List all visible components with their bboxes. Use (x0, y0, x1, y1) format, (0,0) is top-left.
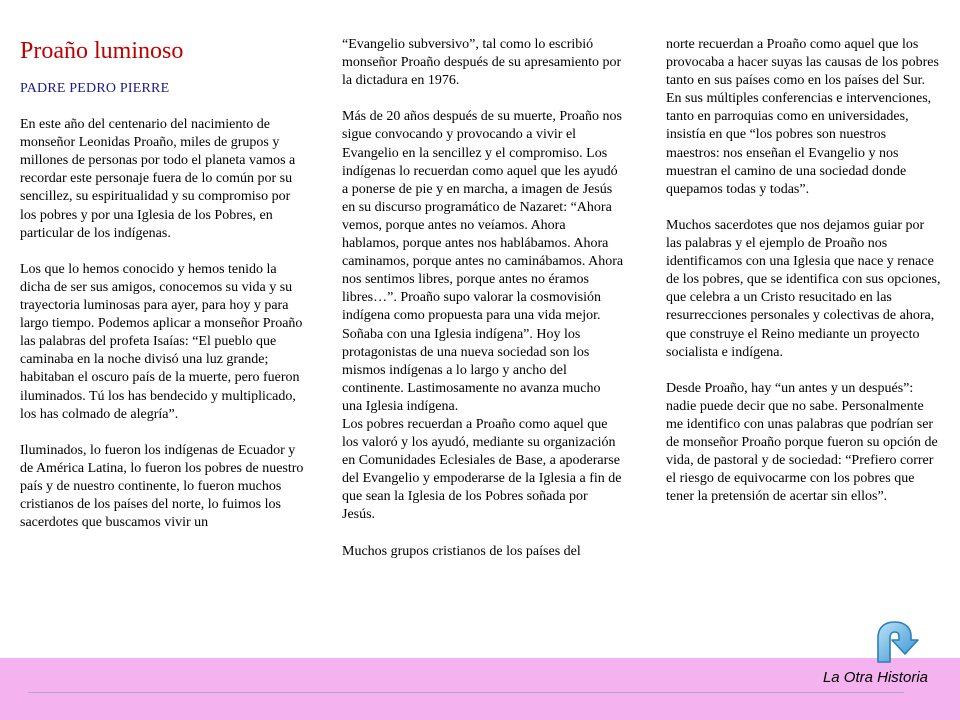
return-button[interactable] (868, 618, 924, 666)
article-paragraph: norte recuerdan a Proaño como aquel que los provocaba a hacer suyas las causas de los pobres tanto en sus países como en los países del Sur. En sus múltiples conferencias e intervenciones, tanto en parroquias como en universidades, insistía en que “los pobres son nuestros maestros: nos enseñan el Evangelio y nos muestran el camino de una sociedad donde quepamos todas y todas”. (666, 37, 939, 197)
article-paragraph: Más de 20 años después de su muerte, Proaño nos sigue convocando y provocando a vivir el Evangelio en la sencillez y el compromiso. Los indígenas lo recuerdan como aquel que les ayudó a ponerse de pie y en marcha, a imagen de Jesús en su discurso programático de Nazaret: “Ahora vemos, porque antes no veíamos. Ahora hablamos, porque antes nos hablábamos. Ahora caminamos, porque antes no caminábamos. Ahora nos sentimos libres, porque antes no éramos libres…”. Proaño supo valorar la cosmovisión indígena como propuesta para una vida mejor. Soñaba con una Iglesia indígena”. Hoy los protagonistas de una nueva sociedad son los mismos indígenas a lo largo y ancho del continente. Lastimosamente no avanza mucho una Iglesia indígena. (342, 109, 624, 414)
u-turn-return-arrow-icon (868, 618, 924, 666)
article-paragraph: Desde Proaño, hay “un antes y un después”: nadie puede decir que no sabe. Personalmente me identifico con unas palabras que podrían ser de monseñor Proaño porque fueron su opción de vida, de pastoral y de sociedad: “Prefiero correr el riesgo de equivocarme con los pobres que tener la pretensión de acertar sin ellos”. (666, 380, 938, 505)
article-column-3 (666, 36, 941, 525)
article-paragraph: “Evangelio subversivo”, tal como lo escribió monseñor Proaño después de su apresamiento por la dictadura en 1976. (342, 37, 622, 89)
article-column-1 (20, 36, 305, 550)
article-paragraph: En este año del centenario del nacimiento de monseñor Leonidas Proaño, miles de grupos y millones de personas por todo el planeta vamos a recordar este personaje fuera de lo común por su sencillez, su espiritualidad y su compromiso por los pobres y por una Iglesia de los Pobres, en particular de los indígenas. (20, 117, 296, 241)
article-paragraph: Muchos sacerdotes que nos dejamos guiar por las palabras y el ejemplo de Proaño nos identificamos con una Iglesia que nace y renace de los pobres, que se identifica con sus opciones, que celebra a un Cristo resucitado en las resurrecciones personales y colectivas de ahora, que construye el Reino mediante un proyecto socialista e indígena. (666, 217, 941, 360)
article-paragraph: Muchos grupos cristianos de los países del (342, 543, 581, 559)
article-paragraph: Los que lo hemos conocido y hemos tenido la dicha de ser sus amigos, conocemos su vida y su trayectoria luminosas para ayer, para hoy y para largo tiempo. Podemos aplicar a monseñor Proaño las palabras del profeta Isaías: “El pueblo que caminaba en la noche divisó una luz grande; habitaban el oscuro país de la muerte, pero fueron iluminados. Tú los has bendecido y multiplicado, los has colmado de alegría”. (20, 261, 303, 422)
article-column-2 (342, 36, 624, 579)
article-paragraph: Iluminados, lo fueron los indígenas de Ecuador y de América Latina, lo fueron los pobres de nuestro país y de nuestro continente, lo fueron muchos cristianos de los países del norte, lo fuimos los sacerdotes que buscamos vivir un (20, 442, 304, 531)
article-paragraph: Los pobres recuerdan a Proaño como aquel que los valoró y los ayudó, mediante su organización en Comunidades Eclesiales de Base, a apoderarse del Evangelio y empoderarse de la Iglesia a fin de que sean la Iglesia de los Pobres soñada por Jesús. (342, 416, 622, 523)
footer-band (0, 658, 960, 720)
footer-divider (28, 692, 904, 693)
article-author: PADRE PEDRO PIERRE (20, 81, 170, 96)
article-title: Proaño luminoso (20, 38, 184, 64)
footer-label: La Otra Historia (822, 669, 928, 686)
